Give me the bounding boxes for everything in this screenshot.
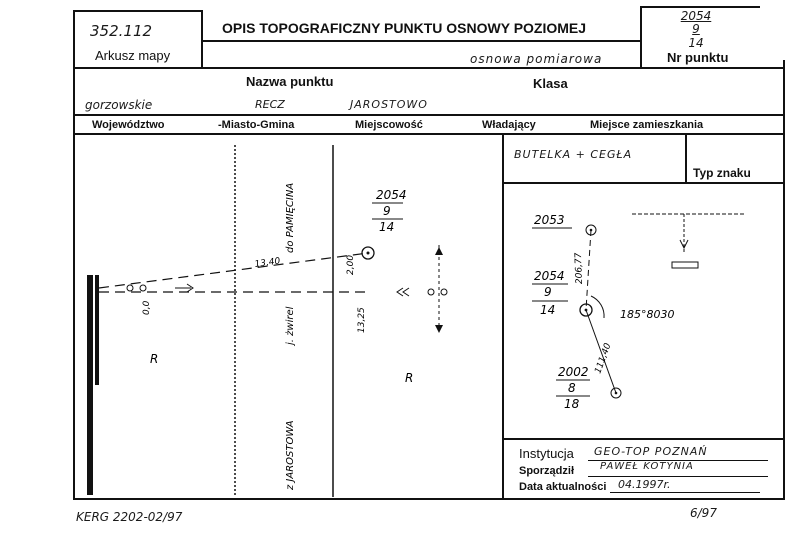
point-name-label: Nazwa punktu: [246, 74, 334, 89]
town-value: RECZ: [255, 98, 285, 111]
marker-value: BUTELKA + CEGŁA: [514, 148, 633, 161]
page-code: 6/97: [690, 506, 717, 520]
point-number-top: 2054: [680, 9, 712, 23]
point-number-bottom: 14: [688, 36, 704, 50]
locality-value: JAROSTOWO: [350, 98, 428, 111]
network-value: osnowa pomiarowa: [470, 52, 603, 66]
diagram-d1: 206,77: [573, 252, 585, 285]
province-value: gorzowskie: [85, 98, 153, 112]
point-number-mid: 9: [692, 22, 700, 36]
sketch-point-bottom: 14: [379, 220, 395, 234]
town-label: -Miasto-Gmina: [218, 119, 295, 131]
owner-label: Władający: [482, 119, 536, 131]
sheet-number: 352.112: [90, 22, 153, 40]
sketch-road-label: z JAROSTOWA: [285, 420, 296, 490]
diagram-p2-bottom: 14: [540, 303, 556, 317]
diagram-p3-bottom: 18: [564, 397, 580, 411]
diagram-angle: 185°8030: [620, 308, 675, 321]
institution-value: GEO-TOP POZNAŃ: [594, 445, 708, 458]
residence-label: Miejsce zamieszkania: [590, 119, 704, 131]
sketch-dist-3: 13,25: [357, 307, 367, 333]
institution-label: Instytucja: [519, 446, 574, 461]
sketch-point-mid: 9: [383, 204, 391, 218]
sketch-r-right: R: [405, 371, 414, 385]
locality-label: Miejscowość: [355, 119, 423, 131]
sketch-road-label-2: j. żwirel: [285, 306, 296, 345]
class-label: Klasa: [533, 76, 568, 91]
sketch-dist-1: 13,40: [254, 256, 281, 270]
form-title: OPIS TOPOGRAFICZNY PUNKTU OSNOWY POZIOMEJ: [222, 20, 587, 36]
diagram-p2-top: 2054: [534, 269, 565, 283]
author-value: PAWEŁ KOTYNIA: [600, 461, 694, 472]
author-label: Sporządził: [519, 465, 575, 477]
document-code: KERG 2202-02/97: [76, 510, 183, 524]
diagram-d2: 111,40: [593, 342, 614, 376]
network-diagram: [504, 184, 782, 437]
date-label: Data aktualności: [519, 481, 607, 493]
sheet-label: Arkusz mapy: [95, 48, 171, 63]
point-number-label: Nr punktu: [667, 50, 729, 65]
sketch-r-left: R: [150, 352, 159, 366]
marker-type-label: Typ znaku: [693, 166, 751, 180]
sketch-dist-2: 2,00: [346, 254, 356, 275]
location-sketch: [75, 135, 501, 497]
sketch-street-label: do PAMIĘCINA: [285, 182, 296, 253]
diagram-p2-mid: 9: [544, 285, 552, 299]
diagram-p1: 2053: [534, 213, 565, 227]
sketch-dist-4: 0,0: [142, 300, 152, 315]
sketch-point-top: 2054: [376, 188, 407, 202]
diagram-p3-mid: 8: [568, 381, 576, 395]
province-label: Województwo: [92, 119, 165, 131]
date-value: 04.1997r.: [618, 478, 671, 491]
diagram-p3-top: 2002: [558, 365, 589, 379]
